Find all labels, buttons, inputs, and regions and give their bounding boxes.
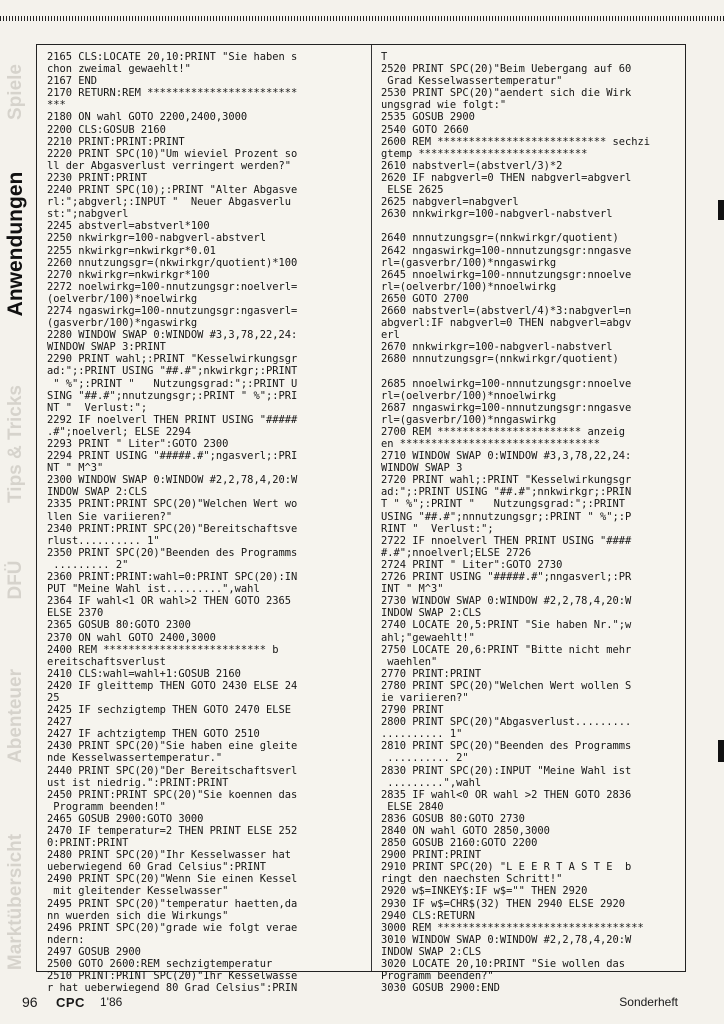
code-line: rl=(gasverbr/100)*nngaswirkg (381, 256, 557, 269)
code-line: waehlen" (381, 655, 438, 668)
code-line: 2230 PRINT:PRINT (47, 171, 148, 184)
code-line: 2364 IF wahl<1 OR wahl>2 THEN GOTO 2365 (47, 595, 291, 608)
code-line: 2400 REM ************************** b (47, 643, 279, 656)
code-line: 2425 IF sechzigtemp THEN GOTO 2470 ELSE (47, 704, 291, 717)
code-line: 2180 ON wahl GOTO 2200,2400,3000 (47, 111, 248, 124)
code-line: 2410 CLS:wahl=wahl+1:GOSUB 2160 (47, 667, 241, 680)
code-line: chon zweimal gewaehlt!" (47, 63, 191, 76)
code-line: 2440 PRINT SPC(20)"Der Bereitschaftsverl (47, 764, 298, 777)
code-line: 2360 PRINT:PRINT:wahl=0:PRINT SPC(20):IN (47, 571, 298, 584)
code-line: 2240 PRINT SPC(10);:PRINT "Alter Abgasve (47, 184, 298, 197)
code-line: USING "##.#";nnnutzungsgr;:PRINT " %";:P (381, 510, 632, 523)
code-line: Programm beenden?" (381, 970, 494, 983)
code-line: ELSE 2840 (381, 800, 444, 813)
code-line: 2900 PRINT:PRINT (381, 849, 482, 862)
magazine-name: CPC (56, 995, 85, 1010)
code-line: 2642 nngaswirkg=100-nnnutzungsgr:nngasve (381, 244, 632, 257)
code-line: 2495 PRINT SPC(20)"temperatur haetten,da (47, 897, 298, 910)
code-line: 2274 ngaswirkg=100-nnutzungsgr:ngasverl= (47, 304, 298, 317)
code-line: 2836 GOSUB 80:GOTO 2730 (381, 812, 525, 825)
listing-left-column (47, 51, 355, 994)
code-line: 2255 nkwirkgr=nkwirkgr*0.01 (47, 244, 216, 257)
code-line: 2496 PRINT SPC(20)"grade wie folgt verae (47, 921, 298, 934)
code-line: 2650 GOTO 2700 (381, 292, 469, 305)
code-line: 2497 GOSUB 2900 (47, 945, 141, 958)
code-line: 2490 PRINT SPC(20)"Wenn Sie einen Kessel (47, 873, 298, 886)
code-line: 2910 PRINT SPC(20) "L E E R T A S T E b (381, 861, 632, 874)
code-line: gtemp *************************** (381, 147, 588, 160)
code-line: NT " M^3" (47, 462, 104, 475)
code-line: 2810 PRINT SPC(20)"Beenden des Programms (381, 740, 632, 753)
code-line: 2740 LOCATE 20,5:PRINT "Sie haben Nr.";w (381, 619, 632, 632)
sidebar-label-anwendungen: Anwendungen (4, 171, 27, 317)
code-line: 25 (47, 691, 60, 704)
code-line: 2290 PRINT wahl;:PRINT "Kesselwirkungsgr (47, 353, 298, 366)
code-line: nn wuerden sich die Wirkungs" (47, 909, 229, 922)
code-line: ringt den naechsten Schritt!" (381, 873, 563, 886)
code-line: SING "##.#";nnutzungsgr;:PRINT " %";:PRI (47, 389, 298, 402)
code-line: 2200 CLS:GOSUB 2160 (47, 123, 166, 136)
code-line: ad:";:PRINT USING "##.#";nnkwirkgr;:PRIN (381, 486, 632, 499)
code-line: ungsgrad wie folgt:" (381, 99, 507, 112)
code-line (381, 220, 689, 232)
code-line: 2630 nnkwirkgr=100-nabgverl-nabstverl (381, 208, 613, 221)
code-line: mit gleitender Kesselwasser" (47, 885, 229, 898)
code-line: 2294 PRINT USING "#####.#";ngasverl;:PRI (47, 450, 298, 463)
sidebar-label-spiele: Spiele (5, 64, 26, 120)
code-line: PUT "Meine Wahl ist.........",wahl (47, 583, 260, 596)
code-line: 2645 nnoelwirkg=100-nnnutzungsgr:nnoelve (381, 268, 632, 281)
code-line: 2270 nkwirkgr=nkwirkgr*100 (47, 268, 210, 281)
code-line: 2835 IF wahl<0 OR wahl >2 THEN GOTO 2836 (381, 788, 632, 801)
code-line: 2260 nnutzungsgr=(nkwirkgr/quotient)*100 (47, 256, 298, 269)
code-line: abgverl:IF nabgverl=0 THEN nabgverl=abgv (381, 317, 632, 330)
code-line: 3030 GOSUB 2900:END (381, 982, 500, 995)
code-line: 2250 nkwirkgr=100-nabgverl-abstverl (47, 232, 266, 245)
code-line: 2724 PRINT " Liter":GOTO 2730 (381, 558, 563, 571)
code-line: ust ist niedrig.":PRINT:PRINT (47, 776, 229, 789)
code-line: 2520 PRINT SPC(20)"Beim Uebergang auf 60 (381, 63, 632, 76)
code-line (381, 365, 689, 377)
code-line: 2470 IF temperatur=2 THEN PRINT ELSE 252 (47, 825, 298, 837)
code-line: ......... 2" (47, 558, 129, 571)
code-line: 2530 PRINT SPC(20)"aendert sich die Wirk (381, 87, 632, 100)
code-line: INDOW SWAP 2:CLS (47, 486, 148, 499)
sidebar-label-dfue: DFÜ (5, 560, 26, 600)
code-line: 2687 nngaswirkg=100-nnnutzungsgr:nngasve (381, 401, 632, 414)
page-footer (0, 994, 724, 1014)
code-line: 2722 IF nnoelverl THEN PRINT USING "#### (381, 534, 632, 547)
code-line: rl=(oelverbr/100)*nnoelwirkg (381, 389, 557, 402)
code-line: 2500 GOTO 2600:REM sechzigtemperatur (47, 958, 273, 971)
code-line: ereitschaftsverlust (47, 655, 166, 668)
code-line: 2730 WINDOW SWAP 0:WINDOW #2,2,78,4,20:W (381, 595, 632, 608)
code-line: ahl;"gewaehlt!" (381, 631, 475, 644)
code-line: 2430 PRINT SPC(20)"Sie haben eine gleite (47, 740, 298, 753)
code-line: T (381, 51, 388, 63)
code-line: 2800 PRINT SPC(20)"Abgasverlust......... (381, 716, 632, 729)
code-line: 2700 REM *********************** anzeig (381, 425, 625, 438)
code-line: 2680 nnnutzungsgr=(nnkwirkgr/quotient) (381, 353, 619, 366)
code-line: 2465 GOSUB 2900:GOTO 3000 (47, 812, 204, 825)
code-line: 2340 PRINT:PRINT SPC(20)"Bereitschaftsve (47, 522, 298, 535)
code-line: 2610 nabstverl=(abstverl/3)*2 (381, 159, 563, 172)
code-line: ndern: (47, 933, 85, 946)
listing-right-column (381, 51, 689, 994)
code-line: rl=(oelverbr/100)*nnoelwirkg (381, 280, 557, 293)
code-line: 2710 WINDOW SWAP 0:WINDOW #3,3,78,22,24: (381, 450, 632, 463)
code-line: RINT " Verlust:"; (381, 522, 494, 535)
code-line: (oelverbr/100)*noelwirkg (47, 292, 198, 305)
code-line: 2300 WINDOW SWAP 0:WINDOW #2,2,78,4,20:W (47, 474, 298, 487)
code-line: erl (381, 329, 400, 342)
code-line: *** (47, 99, 66, 112)
code-line: ELSE 2625 (381, 184, 444, 197)
code-line: 3000 REM ********************************* (381, 921, 644, 934)
code-line: 2840 ON wahl GOTO 2850,3000 (381, 825, 550, 837)
sidebar-label-abenteuer: Abenteuer (5, 669, 26, 763)
code-line: INT " M^3" (381, 583, 444, 596)
code-line: 2720 PRINT wahl;:PRINT "Kesselwirkungsgr (381, 474, 632, 487)
code-line: 2245 abstverl=abstverl*100 (47, 220, 210, 233)
code-line: WINDOW SWAP 3 (381, 462, 463, 475)
top-rule (0, 16, 724, 21)
code-line: 2625 nabgverl=nabgverl (381, 196, 519, 209)
code-line: 2167 END (47, 75, 98, 88)
code-line: 2830 PRINT SPC(20):INPUT "Meine Wahl ist (381, 764, 632, 777)
code-line: 2535 GOSUB 2900 (381, 111, 475, 124)
code-line: 2920 w$=INKEY$:IF w$="" THEN 2920 (381, 885, 588, 898)
code-line: rl:";abgverl;:INPUT " Neuer Abgasverlu (47, 196, 291, 209)
code-line: 2292 IF noelverl THEN PRINT USING "##### (47, 413, 298, 426)
issue-label: 1'86 (100, 995, 123, 1009)
listing-frame (36, 44, 686, 995)
code-line: 2940 CLS:RETURN (381, 909, 475, 922)
code-line: .......... 2" (381, 752, 469, 765)
code-line: INDOW SWAP 2:CLS (381, 945, 482, 958)
code-line: NT " Verlust:"; (47, 401, 148, 414)
code-line: Grad Kesselwassertemperatur" (381, 75, 563, 88)
code-line: INDOW SWAP 2:CLS (381, 607, 482, 620)
code-line: 2726 PRINT USING "#####.#";nngasverl;:PR (381, 571, 632, 584)
code-line: rlust.......... 1" (47, 534, 160, 547)
code-line: 2272 noelwirkg=100-nnutzungsgr:noelverl= (47, 280, 298, 293)
code-line: 2365 GOSUB 80:GOTO 2300 (47, 619, 191, 632)
code-line: 2640 nnnutzungsgr=(nnkwirkgr/quotient) (381, 232, 619, 245)
code-line: (gasverbr/100)*ngaswirkg (47, 317, 198, 330)
code-line: 2850 GOSUB 2160:GOTO 2200 (381, 837, 538, 850)
code-line: 2480 PRINT SPC(20)"Ihr Kesselwasser hat (47, 849, 291, 862)
code-line: 2350 PRINT SPC(20)"Beenden des Programms (47, 546, 298, 559)
section-sidebar (0, 40, 32, 980)
code-line: 2750 LOCATE 20,6:PRINT "Bitte nicht mehr (381, 643, 632, 656)
code-line: ad:";:PRINT USING "##.#";nkwirkgr;:PRINT (47, 365, 298, 378)
code-line: 2620 IF nabgverl=0 THEN nabgverl=abgverl (381, 171, 632, 184)
code-line: T " %";:PRINT " Nutzungsgrad:";:PRINT (381, 498, 625, 511)
code-line: 2335 PRINT:PRINT SPC(20)"Welchen Wert wo (47, 498, 298, 511)
code-line: " %";:PRINT " Nutzungsgrad:";:PRINT U (47, 377, 298, 390)
code-line: nde Kesselwassertemperatur." (47, 752, 223, 765)
code-line: 2660 nabstverl=(abstverl/4)*3:nabgverl=n (381, 304, 632, 317)
code-line: 3010 WINDOW SWAP 0:WINDOW #2,2,78,4,20:W (381, 933, 632, 946)
code-line: 2370 ON wahl GOTO 2400,3000 (47, 631, 216, 644)
code-line: 2510 PRINT:PRINT SPC(20)"Ihr Kesselwasse (47, 970, 298, 983)
code-line: st:";nabgverl (47, 208, 129, 221)
code-line: Programm beenden!" (47, 800, 166, 813)
code-line: ie variieren?" (381, 691, 469, 704)
code-line: 2220 PRINT SPC(10)"Um wieviel Prozent so (47, 147, 298, 160)
code-line: 2685 nnoelwirkg=100-nnnutzungsgr:nnoelve (381, 377, 632, 390)
edge-mark (718, 740, 724, 762)
code-line: 2450 PRINT:PRINT SPC(20)"Sie koennen das (47, 788, 298, 801)
edge-mark (718, 200, 724, 220)
code-line: .#";noelverl; ELSE 2294 (47, 425, 191, 438)
code-line: en ******************************** (381, 438, 600, 450)
code-line: ueberwiegend 60 Grad Celsius":PRINT (47, 861, 266, 874)
code-line: 2170 RETURN:REM ************************ (47, 87, 298, 100)
code-line: ELSE 2370 (47, 607, 104, 620)
code-line: 2427 IF achtzigtemp THEN GOTO 2510 (47, 728, 260, 741)
code-line: 3020 LOCATE 20,10:PRINT "Sie wollen das (381, 958, 625, 971)
sidebar-label-tips-tricks: Tips & Tricks (5, 385, 26, 503)
code-line: 2670 nnkwirkgr=100-nabgverl-nabstverl (381, 341, 613, 354)
code-line: 2210 PRINT:PRINT:PRINT (47, 135, 185, 148)
code-line: 2165 CLS:LOCATE 20,10:PRINT "Sie haben s (47, 51, 298, 63)
code-line: llen Sie variieren?" (47, 510, 173, 523)
code-line: WINDOW SWAP 3:PRINT (47, 341, 166, 354)
code-line: 2780 PRINT SPC(20)"Welchen Wert wollen S (381, 679, 632, 692)
code-line: 2930 IF w$=CHR$(32) THEN 2940 ELSE 2920 (381, 897, 625, 910)
code-line: 2420 IF gleittemp THEN GOTO 2430 ELSE 24 (47, 679, 298, 692)
page-number: 96 (22, 994, 38, 1010)
code-line: 2427 (47, 716, 73, 729)
code-line: .........",wahl (381, 776, 482, 789)
code-line: 2770 PRINT:PRINT (381, 667, 482, 680)
code-line: 2790 PRINT (381, 704, 444, 717)
code-line: 2280 WINDOW SWAP 0:WINDOW #3,3,78,22,24: (47, 329, 298, 342)
code-line: #.#";nnoelverl;ELSE 2726 (381, 546, 532, 559)
code-line: 2540 GOTO 2660 (381, 123, 469, 136)
code-line: rl=(gasverbr/100)*nngaswirkg (381, 413, 557, 426)
sidebar-label-marktuebersicht: Marktübersicht (5, 833, 26, 971)
column-divider (371, 45, 372, 971)
code-line: ll der Abgasverlust verringert werden?" (47, 159, 291, 172)
edition-label: Sonderheft (619, 995, 678, 1009)
code-line: 0:PRINT:PRINT (47, 837, 129, 850)
code-line: 2600 REM *************************** sechzi (381, 135, 650, 148)
code-line: 2293 PRINT " Liter":GOTO 2300 (47, 438, 229, 450)
code-line: r hat ueberwiegend 80 Grad Celsius":PRIN (47, 982, 298, 995)
code-line: .......... 1" (381, 728, 463, 741)
